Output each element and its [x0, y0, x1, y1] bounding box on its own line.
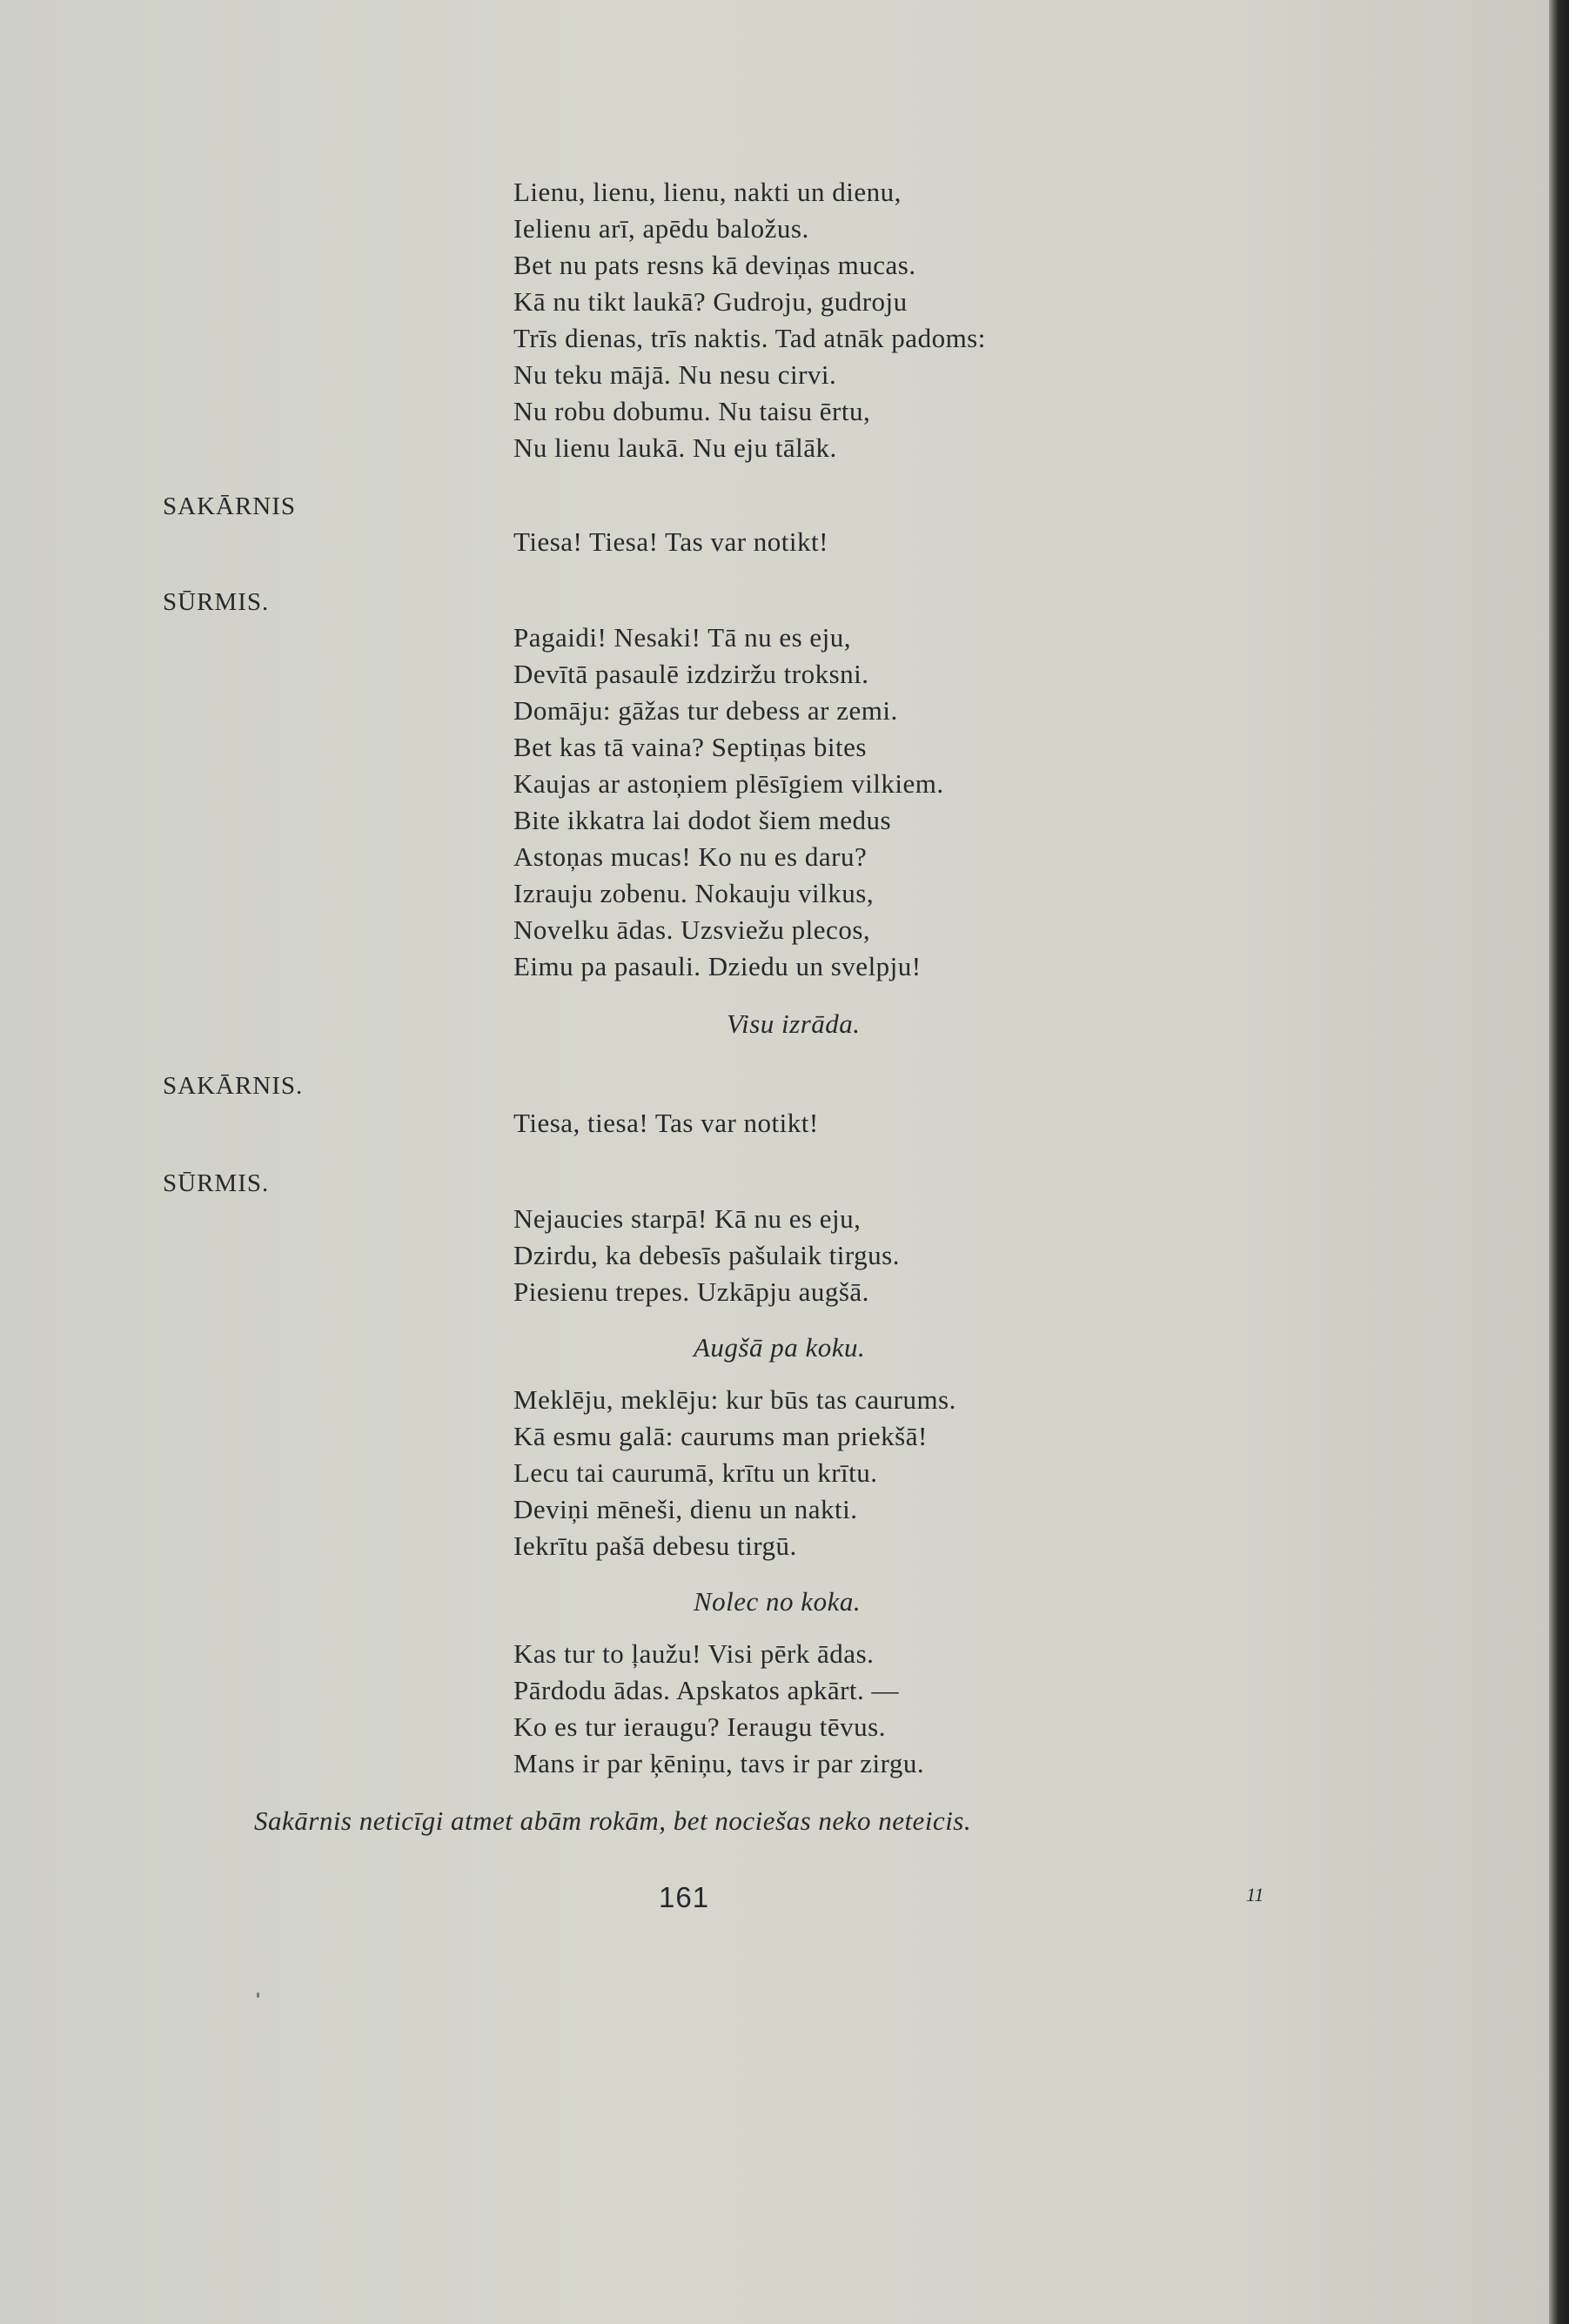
speaker-name: SŪRMIS.: [163, 1169, 270, 1197]
verse-line: Nu lienu laukā. Nu eju tālāk.: [513, 432, 837, 463]
verse-line: Piesienu trepes. Uzkāpju augšā.: [513, 1276, 869, 1307]
page-edge-shadow: [1549, 0, 1569, 2324]
stage-direction: Visu izrāda.: [727, 1008, 861, 1039]
page-number: 161: [659, 1881, 710, 1913]
verse-line: Kas tur to ļaužu! Visi pērk ādas.: [513, 1638, 875, 1669]
verse-line: Bite ikkatra lai dodot šiem medus: [513, 805, 892, 835]
verse-line: Nu teku mājā. Nu nesu cirvi.: [513, 359, 837, 390]
verse-line: Kaujas ar astoņiem plēsīgiem vilkiem.: [513, 768, 944, 799]
verse-line: Bet kas tā vaina? Septiņas bites: [513, 732, 867, 762]
verse-line: Kā esmu galā: caurums man priekšā!: [513, 1421, 928, 1451]
verse-line: Pagaidi! Nesaki! Tā nu es eju,: [513, 622, 852, 653]
verse-line: Iekrītu pašā debesu tirgū.: [513, 1530, 797, 1561]
verse-line: Dzirdu, ka debesīs pašulaik tirgus.: [513, 1240, 900, 1270]
speaker-name: SŪRMIS.: [163, 588, 270, 616]
verse-line: Trīs dienas, trīs naktis. Tad atnāk padoms:: [513, 323, 986, 353]
verse-line: Izrauju zobenu. Nokauju vilkus,: [513, 878, 875, 908]
verse-line: Pārdodu ādas. Apskatos apkārt. —: [513, 1675, 900, 1705]
verse-line: Deviņi mēneši, dienu un nakti.: [513, 1494, 858, 1524]
verse-line: Eimu pa pasauli. Dziedu un svelpju!: [513, 951, 922, 981]
stage-direction: Nolec no koka.: [694, 1586, 862, 1617]
stage-direction: Augšā pa koku.: [694, 1332, 866, 1363]
stage-direction: Sakārnis neticīgi atmet abām rokām, bet nociešas neko neteicis.: [254, 1805, 972, 1836]
verse-line: Kā nu tikt laukā? Gudroju, gudroju: [513, 286, 908, 317]
verse-line: Nu robu dobumu. Nu taisu ērtu,: [513, 396, 871, 426]
verse-line: Lecu tai caurumā, krītu un krītu.: [513, 1457, 878, 1488]
verse-line: Devītā pasaulē izdziržu troksni.: [513, 659, 869, 689]
speaker-name: SAKĀRNIS.: [163, 1072, 304, 1100]
speaker-name: SAKĀRNIS: [163, 492, 297, 520]
paper-speck: [257, 1992, 259, 1998]
verse-line: Novelku ādas. Uzsviežu plecos,: [513, 914, 871, 945]
verse-line: Ielienu arī, apēdu baložus.: [513, 213, 809, 244]
verse-line: Meklēju, meklēju: kur būs tas caurums.: [513, 1384, 956, 1415]
verse-line: Domāju: gāžas tur debess ar zemi.: [513, 695, 898, 726]
verse-line: Astoņas mucas! Ko nu es daru?: [513, 841, 868, 872]
signature-mark: 11: [1246, 1884, 1264, 1905]
verse-line: Ko es tur ieraugu? Ieraugu tēvus.: [513, 1711, 886, 1742]
verse-line: Tiesa! Tiesa! Tas var notikt!: [513, 526, 828, 557]
verse-line: Bet nu pats resns kā deviņas mucas.: [513, 250, 916, 280]
verse-line: Tiesa, tiesa! Tas var notikt!: [513, 1108, 819, 1138]
verse-line: Lienu, lienu, lienu, nakti un dienu,: [513, 177, 902, 207]
verse-line: Nejaucies starpā! Kā nu es eju,: [513, 1203, 862, 1234]
verse-line: Mans ir par ķēniņu, tavs ir par zirgu.: [513, 1748, 925, 1778]
